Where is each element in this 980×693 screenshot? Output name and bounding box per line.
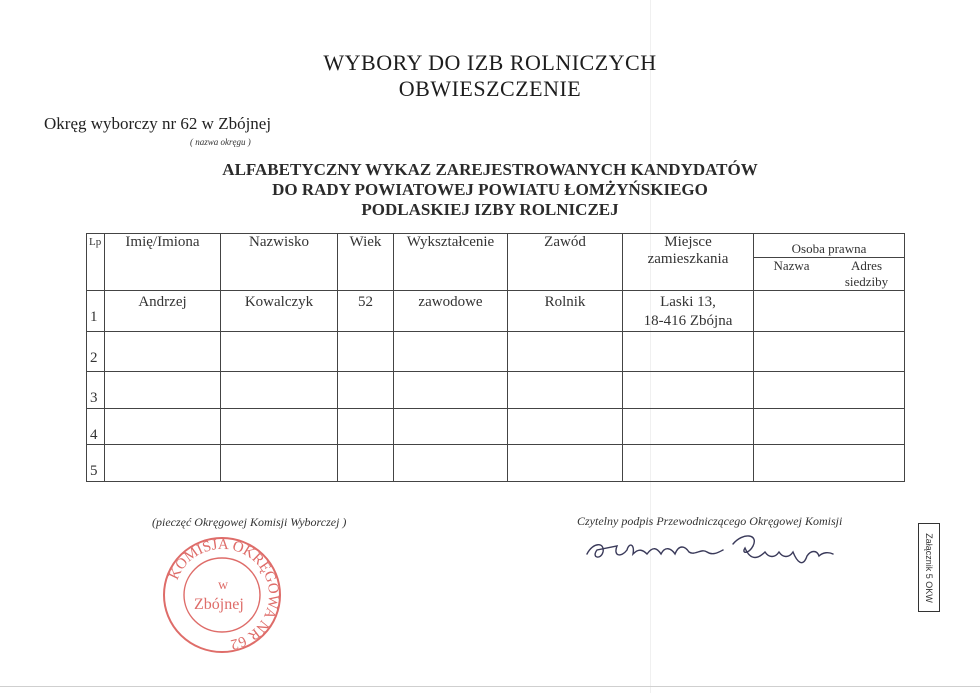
header-lp: Lp xyxy=(87,234,105,291)
cell-residence xyxy=(623,372,754,409)
header-surname: Nazwisko xyxy=(221,234,338,291)
header-education: Wykształcenie xyxy=(394,234,508,291)
attachment-label-box xyxy=(918,523,940,612)
stamp-center-text: Zbójnej xyxy=(194,596,244,613)
document-title: WYBORY DO IZB ROLNICZYCH xyxy=(323,50,657,75)
cell-first-names xyxy=(105,372,221,409)
cell-first-names: Andrzej xyxy=(105,291,221,332)
page-bottom-rule xyxy=(0,686,980,687)
attachment-label: Załącznik 5 OKW xyxy=(924,532,934,603)
cell-surname xyxy=(221,332,338,372)
stamp-caption: (pieczęć Okręgowej Komisji Wyborczej ) xyxy=(152,515,347,529)
cell-surname xyxy=(221,409,338,445)
cell-age xyxy=(338,372,394,409)
header-occupation: Zawód xyxy=(508,234,623,291)
residence-line2: 18-416 Zbójna xyxy=(643,313,733,329)
cell-legal-person xyxy=(754,332,905,372)
cell-occupation: Rolnik xyxy=(508,291,623,332)
cell-occupation xyxy=(508,445,623,482)
row-lp: 1 xyxy=(87,291,105,332)
header-legal-address: Adres siedziby xyxy=(844,258,889,289)
cell-age xyxy=(338,332,394,372)
cell-surname: Kowalczyk xyxy=(221,291,338,332)
cell-surname xyxy=(221,445,338,482)
header-legal-person xyxy=(754,234,905,291)
table-row xyxy=(87,372,905,409)
cell-residence xyxy=(623,291,754,332)
cell-education xyxy=(394,445,508,482)
table-row xyxy=(87,445,905,482)
signature-caption: Czytelny podpis Przewodniczącego Okręgowej Komisji xyxy=(577,514,843,528)
list-heading-line1: ALFABETYCZNY WYKAZ ZAREJESTROWANYCH KANDYDATÓW xyxy=(222,160,758,179)
signature-text: Zdzisław Pawłowski xyxy=(593,570,602,571)
list-heading-line3: PODLASKIEJ IZBY ROLNICZEJ xyxy=(361,200,619,219)
cell-age xyxy=(338,445,394,482)
candidates-table xyxy=(86,233,905,482)
document-subtitle: OBWIESZCZENIE xyxy=(398,76,582,101)
row-lp: 5 xyxy=(87,445,105,482)
cell-age: 52 xyxy=(338,291,394,332)
commission-stamp xyxy=(160,527,288,657)
cell-education xyxy=(394,332,508,372)
cell-education xyxy=(394,409,508,445)
cell-occupation xyxy=(508,409,623,445)
table-row xyxy=(87,332,905,372)
cell-residence xyxy=(623,409,754,445)
cell-residence xyxy=(623,332,754,372)
cell-education xyxy=(394,372,508,409)
cell-occupation xyxy=(508,332,623,372)
cell-residence xyxy=(623,445,754,482)
cell-legal-person xyxy=(754,445,905,482)
row-lp: 2 xyxy=(87,332,105,372)
header-age: Wiek xyxy=(338,234,394,291)
stamp-center-top: w xyxy=(218,578,229,593)
cell-occupation xyxy=(508,372,623,409)
cell-legal-person xyxy=(754,291,905,332)
cell-surname xyxy=(221,372,338,409)
cell-first-names xyxy=(105,332,221,372)
list-heading-line2: DO RADY POWIATOWEJ POWIATU ŁOMŻYŃSKIEGO xyxy=(272,180,708,199)
table-header-row xyxy=(87,234,905,291)
district-label: Okręg wyborczy nr 62 w Zbójnej xyxy=(44,114,272,133)
row-lp: 4 xyxy=(87,409,105,445)
table-row xyxy=(87,291,905,332)
chairman-signature xyxy=(583,528,873,574)
row-lp: 3 xyxy=(87,372,105,409)
cell-first-names xyxy=(105,409,221,445)
cell-legal-person xyxy=(754,372,905,409)
cell-education: zawodowe xyxy=(394,291,508,332)
cell-first-names xyxy=(105,445,221,482)
header-legal-name: Nazwa xyxy=(773,258,810,273)
district-hint: ( nazwa okręgu ) xyxy=(190,137,251,147)
header-legal-person-label: Osoba prawna xyxy=(754,240,904,258)
table-row xyxy=(87,409,905,445)
residence-line1: Laski 13, xyxy=(660,294,716,310)
cell-age xyxy=(338,409,394,445)
cell-legal-person xyxy=(754,409,905,445)
header-first-names: Imię/Imiona xyxy=(105,234,221,291)
stamp-ring-text: KOMISJA OKRĘGOWA NR 62 xyxy=(166,536,282,653)
header-residence: Miejsce zamieszkania xyxy=(623,234,754,291)
